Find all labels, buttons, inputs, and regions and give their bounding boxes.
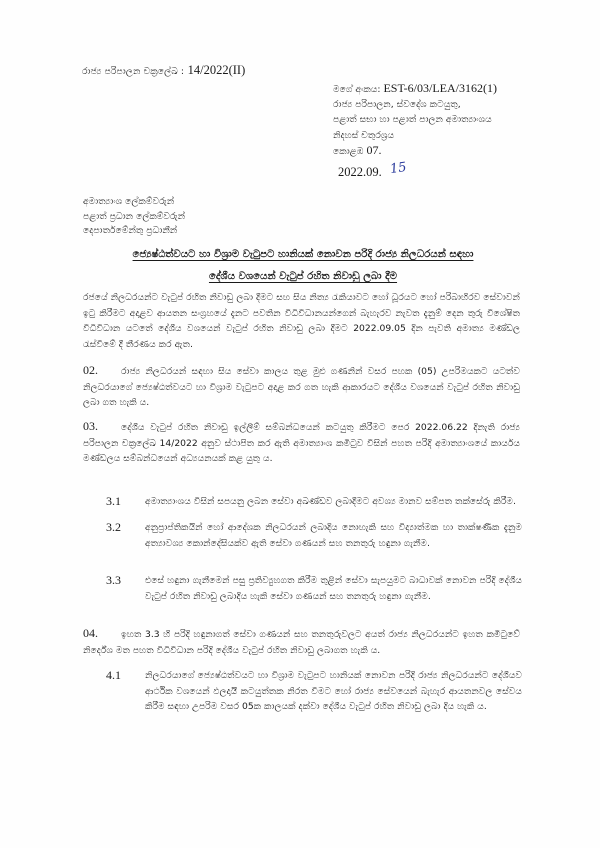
sub-item-text: නිලධරයාගේ ජ්‍යෙෂ්ඨත්වයට හා විශ්‍රාම වැටුපට හානියක් නොවන පරිදි රාජ්‍ය නිලධරයන්ට දේශීයව ආර්ථික වශයෙන් ඵලදායී කටයුත්තක නිරත වීමට හෝ රාජ්‍ය සේවයෙන් බැහැර ආයතනවල සේවය කිරීම සඳහා උපරිම වසර 05ක කාලයක් දක්වා දේශීය වැටුප් රහිත නිවාඩු ලබා දිය හැකි ය.	[145, 670, 522, 712]
paragraph-3	[83, 419, 520, 467]
sub-item-number: 4.1	[106, 668, 121, 682]
paragraph-4	[83, 626, 520, 658]
document-heading	[60, 244, 546, 288]
sender-city	[333, 143, 563, 159]
sub-item-text: අමාත්‍යාංශය විසින් සපයනු ලබන සේවා අඛණ්ඩව ලබාදීමට අවශ්‍ය මානව සම්පත තක්සේරු කිරීම.	[145, 496, 516, 507]
circular-reference-label: රාජ්‍ය පරිපාලන චක්‍රලේඛ :	[82, 66, 185, 77]
addressee: අමාත්‍යාංශ ලේකම්වරුන්	[83, 196, 175, 207]
sender-address-line: පළාත් සභා හා පළාත් පාලන අමාත්‍යාංශය	[333, 114, 492, 125]
handwritten-day: 15	[388, 159, 408, 178]
paragraph-number: 04.	[83, 626, 98, 640]
sender-reference-label: මගේ අංකය:	[333, 84, 381, 95]
sender-city-label: කොළඹ	[333, 146, 364, 157]
sender-city-code: 07.	[366, 143, 382, 157]
addressee: පළාත් ප්‍රධාන ලේකම්වරුන්	[83, 210, 186, 222]
addressee-list	[83, 195, 185, 239]
paragraph-1: රජයේ නිලධරයන්ට වැටුප් රහිත නිවාඩු ලබා දීමට සහ සිය නිත්‍ය රැකියාවට හෝ ධූරයට හෝ පරිබාහිරව සේවාවන් ඉටු කිරීමට අදාළව ආයතන සංග්‍රහයේ දැනට පවතින විධිවිධානයන්ගෙන් බැහැරව නැවත දැනුම් දෙන තුරු විශේෂිත විධිවිධාන යටතේ දේශීය වශයෙන් වැටුප් රහිත නිවාඩු ලබා දීමට 2022.09.05 දින පැවති අමාත්‍ය මණ්ඩල රැස්වීමේ දී තීරණය කර ඇත.	[83, 292, 520, 350]
paragraph-text: ඉහත 3.3 හි පරිදි හඳුනාගත් සේවා ගණයන් සහ තනතුරුවලට අයත් රාජ්‍ය නිලධරයන්ට ඉහත කමිටුවේ නිර්දේශ මත පහත විධිවිධාන පරිදි දේශීය වැටුප් රහිත නිවාඩු ලබාගත හැකි ය.	[83, 629, 520, 656]
sub-item-number: 3.2	[106, 520, 121, 534]
paragraph-2	[83, 363, 520, 411]
sub-item-number: 3.3	[106, 573, 121, 587]
letter-date	[338, 159, 408, 180]
paragraph-text: රාජ්‍ය නිලධරයන් සඳහා සිය සේවා කාලය තුළ මුළු ගණනින් වසර පහක (05) උපරිමයකට යටත්ව නිලධරයාගේ ජ්‍යෙෂ්ඨත්වයට හා විශ්‍රාම වැටුපට අදාළ කර ගත හැකි ආකාරයට දේශීය වශයෙන් වැටුප් රහිත නිවාඩු ලබා ගත හැකි ය.	[83, 366, 520, 408]
addressee: දෙපාර්තමේන්තු ප්‍රධානීන්	[83, 225, 178, 236]
heading-line-2: දේශීය වශයෙන් වැටුප් රහිත නිවාඩු ලබා දීම	[208, 271, 398, 282]
circular-reference-number: 14/2022(II)	[187, 63, 246, 77]
sender-address-line: නිදහස් චතුරශ්‍රය	[333, 129, 395, 141]
printed-date: 2022.09.	[338, 165, 382, 179]
sub-item-number: 3.1	[106, 494, 121, 508]
sender-reference	[333, 81, 563, 97]
circular-reference	[82, 63, 245, 78]
paragraph-number: 03.	[83, 419, 98, 433]
sender-address-block	[333, 81, 563, 159]
paragraph-number: 02.	[83, 363, 98, 377]
sender-reference-number: EST-6/03/LEA/3162(1)	[383, 81, 497, 95]
sender-address-line: රාජ්‍ය පරිපාලන, ස්වදේශ කටයුතු,	[333, 98, 461, 110]
sub-item-text: එසේ හඳුනා ගැනීමෙන් පසු ප්‍රතිව්‍යුහගත කිරීම තුළින් සේවා සැපයුමට බාධාවක් නොවන පරිදි දේශීය වැටුප් රහිත නිවාඩු ලබාදිය හැකි සේවා ගණයන් සහ තනතුරු හඳුනා ගැනීම.	[145, 575, 522, 602]
sub-item-text: අනුප්‍රාප්තිකයින් හෝ ආදේශක නිලධරයන් ලබාදිය නොහැකි සහ විද්‍යාත්මක හා තාක්ෂණික දැනුම අත්‍යාවශ්‍ය කොන්දේසියක්ව ඇති සේවා ගණයන් සහ තනතුරු හඳුනා ගැනීම.	[145, 522, 522, 549]
heading-line-1: ජ්‍යෙෂ්ඨත්වයට හා විශ්‍රාම වැටුපට හානියක් නොවන පරිදි රාජ්‍ය නිලධරයන් සඳහා	[132, 249, 474, 260]
paragraph-text: දේශීය වැටුප් රහිත නිවාඩු ඉල්ලීම් සම්බන්ධයෙන් කටයුතු කිරීමට පෙර 2022.06.22 දිනැති රාජ්‍ය පරිපාලන චක්‍රලේඛ 14/2022 අනුව ස්ථාපිත කර ඇති අමාත්‍යාංශ කමිටුව විසින් පහත පරිදි අමාත්‍යාංශයේ කාර්යය මණ්ඩලය සම්බන්ධයෙන් අධ්‍යයනයක් කළ යුතු ය.	[83, 422, 520, 464]
